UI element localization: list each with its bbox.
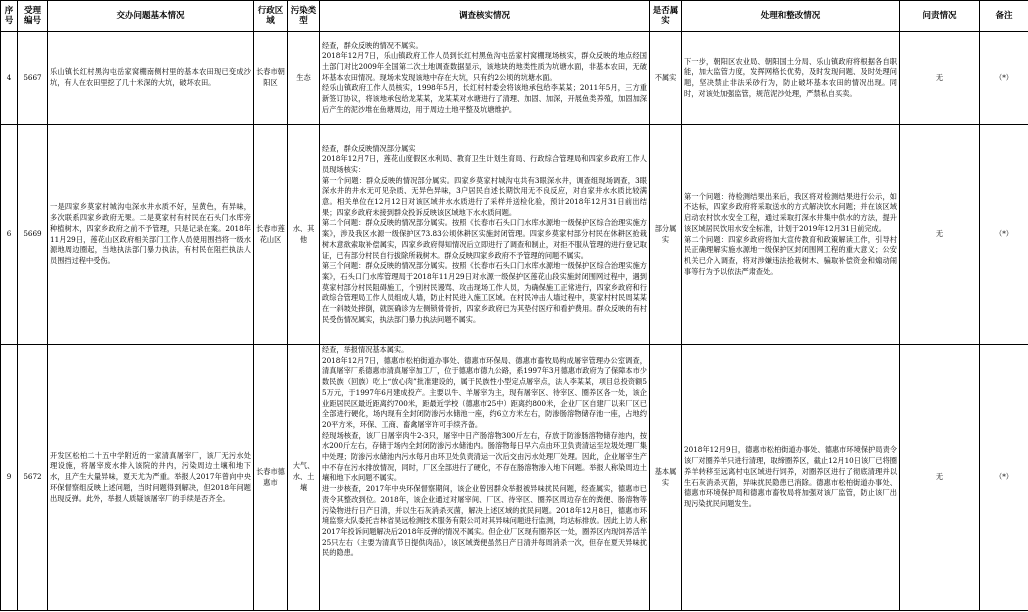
table-row [1, 345, 1028, 611]
table-row [1, 32, 1028, 125]
cell-code: 5672 [18, 345, 48, 611]
header-accountability: 问责情况 [900, 1, 980, 32]
header-basic: 交办问题基本情况 [48, 1, 254, 32]
cell-code: 5667 [18, 32, 48, 125]
cell-no: 9 [1, 345, 18, 611]
header-handling: 处理和整改情况 [682, 1, 900, 32]
header-row [1, 1, 1028, 32]
cell-pollution: 大气、水、土壤 [288, 345, 320, 611]
cell-investigation: 经查，群众反映情况部分属实 2018年12月7日，莲花山度假区水利局、教育卫生计划生育局、行政综合管理局和四家乡政府工作人员现场核实： 第一个问题：群众反映的情况部分属实。四家乡莫家村城沟屯共有3眼深水井，调查组现场调查，3眼深水井的井水无可见杂质、无异色异味，3户居民自述长期饮用无不良反应，对自家井水水质比较满意。相关单位在12月12日对该区域井水水质进行了采样并送检化验，预计2018年12月31日前出结果；四家乡政府未接到群众投诉反映该区域地下水水质问题。 第二个问题：群众反映的情况部分属实。按照《长春市石头口门水库水源地一级保护区综合治理实施方案》，涉及我区水源一级保护区73.83公顷休耕区实施封闭管理。四家乡莫家村部分村民在休耕区抢栽树木意欲索取补偿属实，四家乡政府得知情况后立即进行了调查和制止，对拒不服从管理的进行登记取证，已有部分村民自行拔除所栽树木。群众反映四家乡政府不予管理的问题不属实。 第三个问题：群众反映的情况部分属实。按照《长春市石头口门水库水源地一级保护区综合治理实施方案》，石头口门水库管理局于2018年11月29日对水源一级保护区莲花山段实施封闭围网过程中，遇到莫家村部分村民阻碍施工，个别村民谩骂、攻击现场工作人员，为确保施工正常进行，四家乡政府和行政综合管理局工作人员组成人墙，防止村民进入施工区域。在村民冲击人墙过程中，莫家村村民周某某在一斜坡处摔倒，就医确诊为左侧锁骨骨折，四家乡政府已为其垫付医疗和看护费用。群众反映的有村民受伤情况属实，执法部门暴力执法问题不属实。 [320, 125, 650, 345]
header-district: 行政区域 [254, 1, 288, 32]
cell-investigation: 经查，举报情况基本属实。 2018年12月7日，德惠市松柏街道办事处、德惠市环保局、德惠市畜牧局构成屠宰管理办公室调查，清真屠宰厂系德惠市清真屠宰加工厂，位于德惠市德九公路，系1997年3月德惠市政府为了保障本市少数民族（回族）吃上“放心肉”批准建设的，属于民族性小型定点屠宰点，法人李某某，项目总投资额55万元，于1997年6月建成投产。主要以牛、羊屠宰为主，现有屠宰区、待宰区、圈养区各一处，该企业距居民区最近距离约700米，距最近学校（德惠市25中）距离约800米，企业厂区自建厂以来厂区已全部进行硬化，场内现有全封闭防渗污水储池一座，约6立方米左右，防渗肠溶物储存池一座，占地约20平方米，环保、工商、畜禽屠宰许可手续齐备。 经现场核查，该厂日屠宰肉牛2-3只，屠宰中日产肠溶物300斤左右，存放于防渗肠溶物储存池内，按水200斤左右，存储于场内全封闭防渗污水储池内。肠溶物每日早六点由环卫负责清运至垃圾处理厂集中处理；防渗污水储池内污水每月由环卫处负责清运一次后交由污水处理厂处理。因此，企业屠宰生产中不存在污水排放情况，同时，厂区全部进行了硬化，不存在肠溶物渗入地下问题。举报人称染周边土壤和地下水问题不属实。 进一步核查，2017年中央环保督察期间，该企业曾因群众举报被异味扰民问题，经查属实，德惠市已责令其整改到位。2018年，该企业通过对屠宰间、厂区、待宰区、圈养区周边存在的粪便、肠溶物等污染物进行日产日清，并以生石灰消杀灭菌，解决上述区域的扰民问题。2018年12月8日，德惠市环境监察大队委托吉林省昊远检测技术服务有限公司对其异味问题进行监测，均达标排放。因此上访人称2017年投诉问题解决后2018年反弹的情况不属实。但企业厂区现有圈养区一处，圈养区内现饲养活羊25只左右（主要为清真节日提供肉品），该区域粪便虽然日产日清并每周消杀一次，但存在夏天异味扰民的隐患。 [320, 345, 650, 611]
header-no: 序号 [1, 1, 18, 32]
cell-verified: 部分属实 [650, 125, 682, 345]
cell-basic: 一是四家乡莫家村城沟屯深水井水质不好，呈黄色，有异味，多次联系四家乡政府无果。二是莫家村有村民在石头门水库旁种植树木，四家乡政府之前不予管理，只是记录在案。2018年11月29日，莲花山区政府相关部门工作人员使用围挡将一级水源地周边圈起，当地执法部门暴力执法，有村民在阻拦执法人员围挡过程中受伤。 [48, 125, 254, 345]
cell-district: 长春市莲花山区 [254, 125, 288, 345]
cell-verified: 不属实 [650, 32, 682, 125]
cell-pollution: 水、其他 [288, 125, 320, 345]
cell-accountability: 无 [900, 32, 980, 125]
cell-no: 6 [1, 125, 18, 345]
cell-pollution: 生态 [288, 32, 320, 125]
cell-investigation: 经查，群众反映的情况不属实。 2018年12月7日，乐山镇政府工作人员到长红村黑鱼沟屯岳家村窝棚现场核实，群众反映的地点经国土部门对比2009年全国第二次土地调查数据显示，该地块的地类性质为坑塘水面，非基本农田，无破坏基本农田情况。现场未发现该地中存在大坑，只有约2公顷的坑塘水面。 经乐山镇政府工作人员核实，1998年5月，长红村村委会将该地承包给李某某；2011年5月，三方重新签订协议，将该地承包给龙某某，龙某某对水塘进行了清理、加固、加深，开展鱼类养殖，加固加深后产生的泥沙堆在鱼塘周边，用于周边土地平整及坑塘维护。 [320, 32, 650, 125]
cell-handling: 下一步，朝阳区农业局、朝阳国土分局、乐山镇政府将根据各自职能，加大监管力度，发挥网格长优势，及时发现问题、及时处理问题，坚决禁止非法采砂行为，防止破坏基本农田的情况出现。同时，对该处加强监管，规范泥沙处理，严禁私自买卖。 [682, 32, 900, 125]
cell-handling: 第一个问题：待检测结果出来后，我区将对检测结果进行公示，如不达标，四家乡政府将采取送水的方式解决饮水问题；并在该区域启动农村饮水安全工程，通过采取打深水井集中供水的方法，提升该区域居民饮用水安全标准，计划于2019年12月31日前完成。 第二个问题：四家乡政府将加大宣传教育和政策解读工作，引导村民正确理解实施水源地一级保护区封闭围网工程的重大意义；公安机关已介入调查，将对涉嫌违法抢栽树木、骗取补偿资金和煽动闹事等行为予以依法严肃查处。 [682, 125, 900, 345]
header-verified: 是否属实 [650, 1, 682, 32]
header-investigation: 调查核实情况 [320, 1, 650, 32]
header-pollution: 污染类型 [288, 1, 320, 32]
cell-verified: 基本属实 [650, 345, 682, 611]
table-row [1, 125, 1028, 345]
cell-district: 长春市德惠市 [254, 345, 288, 611]
cell-no: 4 [1, 32, 18, 125]
header-code: 受理编号 [18, 1, 48, 32]
cell-handling: 2018年12月9日，德惠市松柏街道办事处、德惠市环境保护局责令该厂对圈养羊只进行清理，取缔圈养区，截止12月10日该厂已将圈养羊转移至远离村屯区域进行饲养，对圈养区进行了彻底清理并以生石灰消杀灭菌，异味扰民隐患已消除。德惠市松柏街道办事处、德惠市环境保护局和德惠市畜牧局将加强对该厂监管，防止该厂出现污染扰民问题发生。 [682, 345, 900, 611]
cell-code: 5669 [18, 125, 48, 345]
cell-remarks: （*） [980, 345, 1028, 611]
cell-remarks: （*） [980, 125, 1028, 345]
cell-accountability: 无 [900, 345, 980, 611]
cell-basic: 乐山镇长红村黑沟屯岳家窝棚南侧村里的基本农田现已变成沙坑，有人在农田里挖了几十米深的大坑，破坏农田。 [48, 32, 254, 125]
cell-accountability: 无 [900, 125, 980, 345]
header-remarks: 备注 [980, 1, 1028, 32]
cell-basic: 开发区松柏二十五中学附近的一家清真屠宰厂，该厂无污水处理设施，将屠宰废水排入该院的井内，污染周边土壤和地下水，且产生大量异味，夏天尤为严重。举报人2017年曾向中央环保督察组反映上述问题，当时问题得到解决，但2018年问题出现反弹。此外，举报人质疑该屠宰厂的手续是否齐全。 [48, 345, 254, 611]
cell-district: 长春市朝阳区 [254, 32, 288, 125]
cell-remarks: （*） [980, 32, 1028, 125]
